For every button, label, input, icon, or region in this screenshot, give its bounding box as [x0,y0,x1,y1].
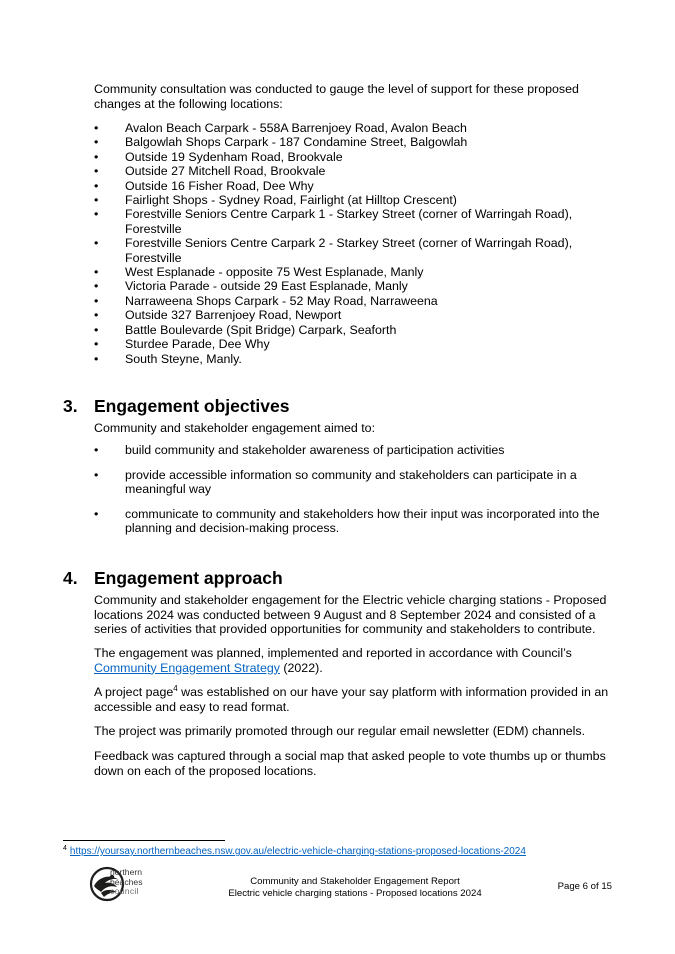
objectives-list [94,443,619,546]
report-subtitle: Electric vehicle charging stations - Proposed locations 2024 [228,887,482,899]
paragraph-text: The engagement was planned, implemented and reported in accordance with Council’s [94,646,572,660]
logo-line: council [110,886,139,897]
list-item: • provide accessible information so community and stakeholders can participate in a meaningful way [94,468,619,497]
section-3-heading [63,396,289,416]
list-item: • Victoria Parade - outside 29 East Esplanade, Manly [94,279,619,293]
section-title: Engagement objectives [94,396,290,416]
objectives-intro: Community and stakeholder engagement aimed to: [94,421,376,435]
list-item: • Fairlight Shops - Sydney Road, Fairlight (at Hilltop Crescent) [94,193,619,207]
list-item: • Outside 16 Fisher Road, Dee Why [94,179,619,193]
section-number: 4. [63,568,78,588]
report-title: Community and Stakeholder Engagement Report [250,876,460,887]
section-number: 3. [63,396,78,416]
approach-paragraph-4: The project was primarily promoted through our regular email newsletter (EDM) channels. [94,724,586,738]
footnote [63,846,526,858]
paragraph-text: was established on our have your say platform with information provided in an accessible and easy to read format. [94,685,609,714]
approach-paragraph-3 [94,685,619,714]
list-item: • West Esplanade - opposite 75 West Esplanade, Manly [94,265,619,279]
list-item: • Balgowlah Shops Carpark - 187 Condamine Street, Balgowlah [94,135,619,149]
footnote-number: 4 [63,844,67,852]
list-item: • South Steyne, Manly. [94,352,619,366]
locations-list [94,121,619,366]
list-item: • Forestville Seniors Centre Carpark 2 - Starkey Street (corner of Warringah Road), Forestville [94,236,619,265]
approach-paragraph-2 [94,646,619,675]
list-item: • Forestville Seniors Centre Carpark 1 - Starkey Street (corner of Warringah Road), Forestville [94,207,619,236]
section-4-heading [63,568,283,588]
intro-paragraph: Community consultation was conducted to gauge the level of support for these proposed changes at the following locations: [94,82,579,111]
footnote-reference: 4 [173,683,178,693]
logo-line: northern [110,867,143,877]
logo-line: beaches [110,876,143,887]
paragraph-text: (2022). [279,660,323,675]
list-item: • communicate to community and stakeholders how their input was incorporated into the planning and decision-making process. [94,507,619,536]
section-title: Engagement approach [94,568,283,588]
list-item: • Sturdee Parade, Dee Why [94,337,619,351]
footnote-link[interactable]: https://yoursay.northernbeaches.nsw.gov.au/electric-vehicle-charging-stations-proposed-locations-2024 [69,846,526,857]
list-item: • Outside 19 Sydenham Road, Brookvale [94,150,619,164]
approach-paragraph-5: Feedback was captured through a social map that asked people to vote thumbs up or thumbs down on each of the proposed locations. [94,749,606,778]
list-item: • Outside 27 Mitchell Road, Brookvale [94,164,619,178]
footer-report-title [220,876,490,899]
council-logo-text [110,868,143,897]
community-engagement-strategy-link[interactable]: Community Engagement Strategy [94,660,280,675]
page-number: Page 6 of 15 [557,881,612,892]
list-item: • Battle Boulevarde (Spit Bridge) Carpark, Seaforth [94,323,619,337]
paragraph-text: A project page [94,685,174,699]
footnote-divider [63,840,225,841]
list-item: • Avalon Beach Carpark - 558A Barrenjoey Road, Avalon Beach [94,121,619,135]
list-item: • build community and stakeholder awareness of participation activities [94,443,619,458]
list-item: • Outside 327 Barrenjoey Road, Newport [94,308,619,322]
approach-paragraph-1: Community and stakeholder engagement for the Electric vehicle charging stations - Proposed locations 2024 was conducted between 9 August and 8 September 2024 and consisted of a series of activities that provided opportunities for community and stakeholders to contribute. [94,593,607,637]
list-item: • Narraweena Shops Carpark - 52 May Road, Narraweena [94,294,619,308]
